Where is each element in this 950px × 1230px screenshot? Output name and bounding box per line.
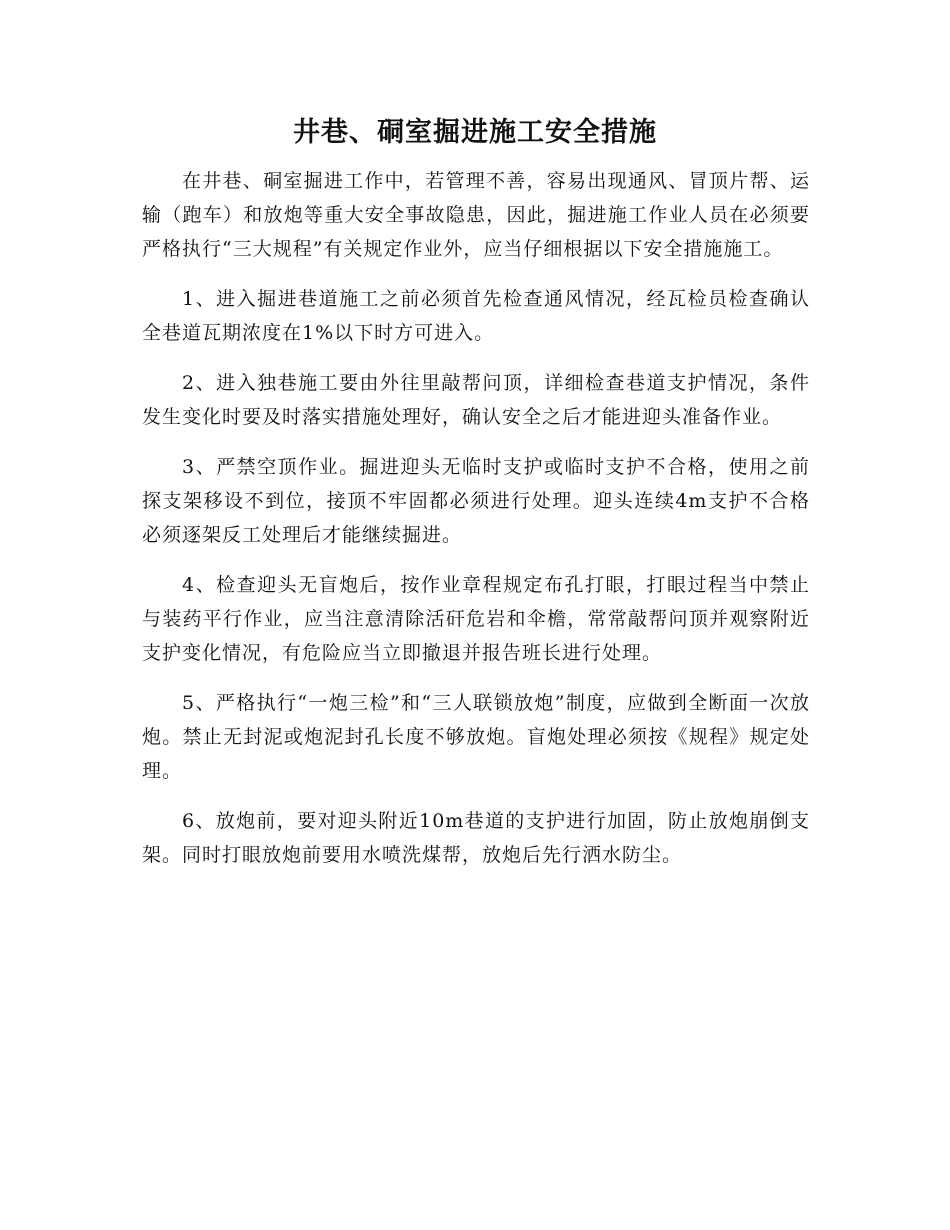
measure-item-2: 2、进入独巷施工要由外往里敲帮问顶，详细检查巷道支护情况，条件发生变化时要及时落实措施处理好，确认安全之后才能进迎头准备作业。 [142, 372, 810, 428]
measure-item-4: 4、检查迎头无盲炮后，按作业章程规定布孔打眼，打眼过程当中禁止与装药平行作业，应当注意清除活矸危岩和伞檐，常常敲帮问顶并观察附近支护变化情况，有危险应当立即撤退并报告班长进行处理。 [142, 574, 810, 664]
measure-item-1: 1、进入掘进巷道施工之前必须首先检查通风情况，经瓦检员检查确认全巷道瓦期浓度在1%以下时方可进入。 [142, 288, 810, 344]
measure-item-6: 6、放炮前，要对迎头附近10m巷道的支护进行加固，防止放炮崩倒支架。同时打眼放炮前要用水喷洗煤帮，放炮后先行洒水防尘。 [142, 810, 810, 866]
document-title: 井巷、硐室掘进施工安全措施 [293, 117, 657, 148]
measure-item-3: 3、严禁空顶作业。掘进迎头无临时支护或临时支护不合格，使用之前探支架移设不到位，接顶不牢固都必须进行处理。迎头连续4m支护不合格必须逐架反工处理后才能继续掘进。 [142, 456, 810, 546]
document-body [142, 164, 810, 888]
intro-paragraph: 在井巷、硐室掘进工作中，若管理不善，容易出现通风、冒顶片帮、运输（跑车）和放炮等重大安全事故隐患，因此，掘进施工作业人员在必须要严格执行“三大规程”有关规定作业外，应当仔细根据以下安全措施施工。 [142, 170, 810, 260]
measure-item-5: 5、严格执行“一炮三检”和“三人联锁放炮”制度，应做到全断面一次放炮。禁止无封泥或炮泥封孔长度不够放炮。盲炮处理必须按《规程》规定处理。 [142, 692, 810, 782]
